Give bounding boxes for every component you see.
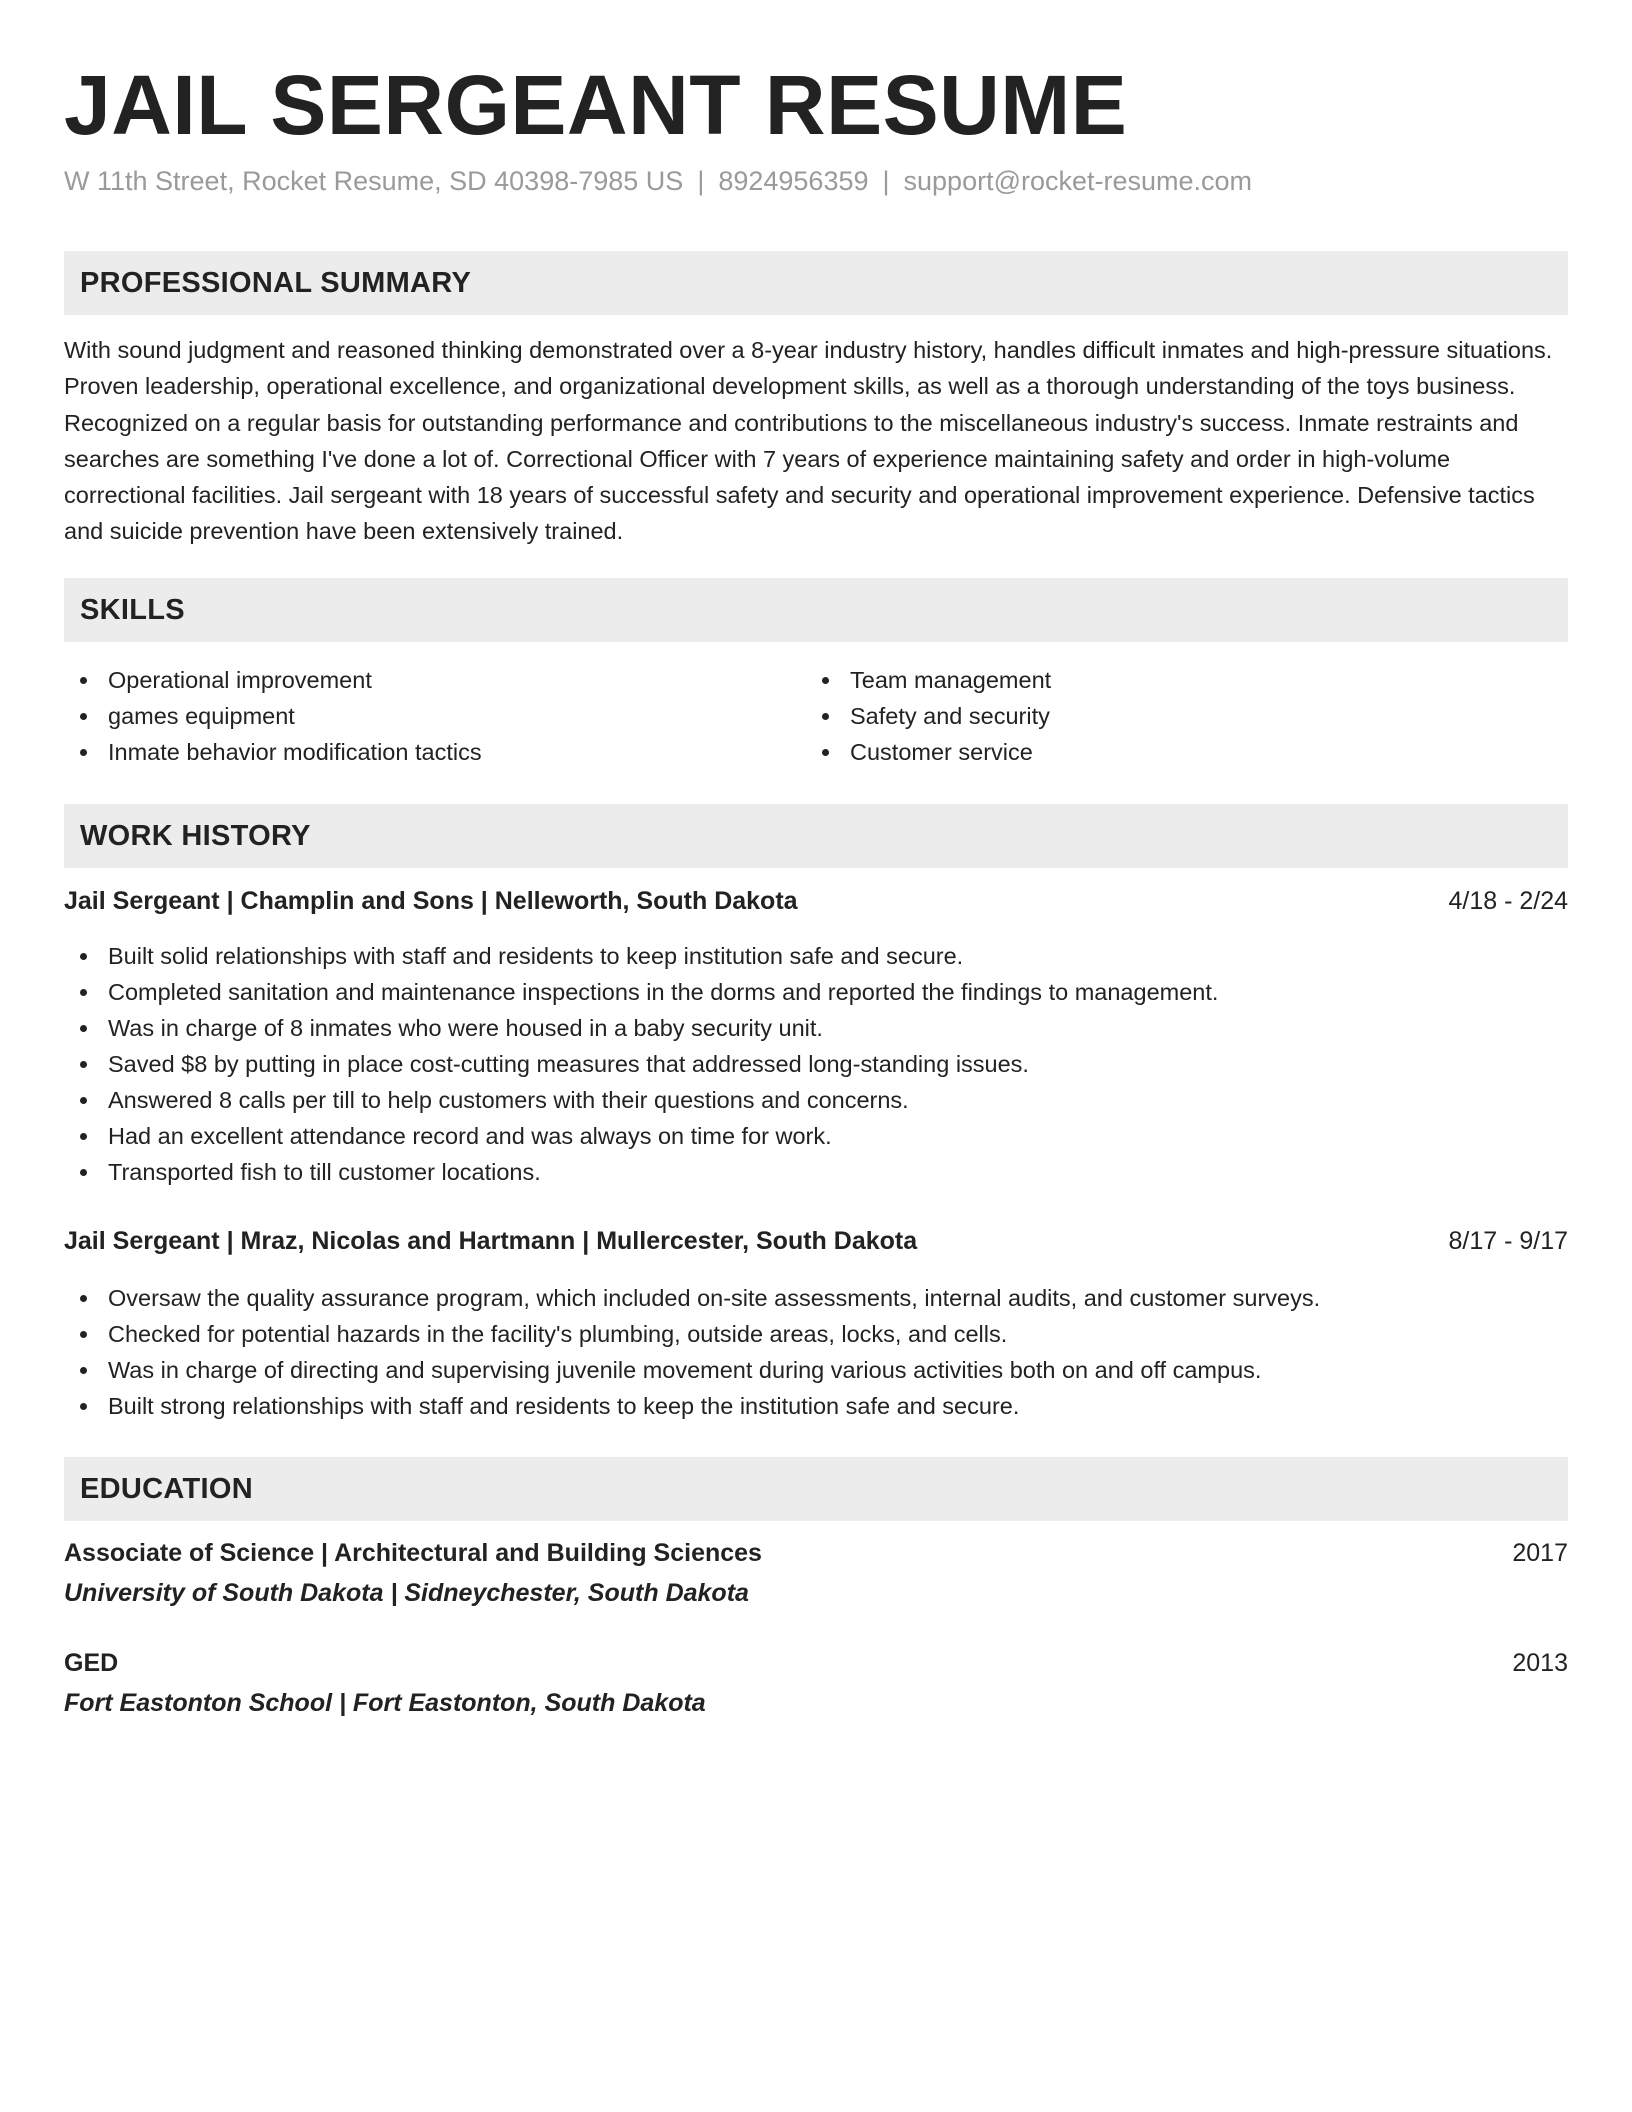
section-title-education: EDUCATION bbox=[80, 1473, 253, 1505]
education-school: Fort Eastonton School | Fort Eastonton, South Dakota bbox=[64, 1689, 706, 1717]
list-item: Transported fish to till customer locations. bbox=[64, 1154, 1218, 1190]
resume-title: JAIL SERGEANT RESUME bbox=[64, 58, 1128, 152]
contact-separator: | bbox=[882, 166, 890, 196]
contact-address: W 11th Street, Rocket Resume, SD 40398-7985 US bbox=[64, 166, 684, 196]
list-item: Answered 8 calls per till to help customers with their questions and concerns. bbox=[64, 1082, 1218, 1118]
section-title-summary: PROFESSIONAL SUMMARY bbox=[80, 267, 472, 299]
section-header-education bbox=[64, 1457, 1568, 1521]
job-title: Jail Sergeant | Mraz, Nicolas and Hartmann | Mullercester, South Dakota bbox=[64, 1227, 918, 1255]
list-item: Was in charge of directing and supervising juvenile movement during various activities both on and off campus. bbox=[64, 1352, 1320, 1388]
contact-phone: 8924956359 bbox=[718, 166, 869, 196]
section-header-work bbox=[64, 804, 1568, 868]
job-dates: 8/17 - 9/17 bbox=[1448, 1227, 1568, 1255]
education-year: 2017 bbox=[1512, 1539, 1568, 1567]
skill-item: Inmate behavior modification tactics bbox=[64, 734, 482, 770]
education-school: University of South Dakota | Sidneychester, South Dakota bbox=[64, 1579, 749, 1607]
list-item: Built strong relationships with staff and residents to keep the institution safe and secure. bbox=[64, 1388, 1320, 1424]
list-item: Had an excellent attendance record and was always on time for work. bbox=[64, 1118, 1218, 1154]
skills-list-left bbox=[64, 662, 482, 770]
section-title-skills: SKILLS bbox=[80, 594, 185, 626]
education-degree: GED bbox=[64, 1649, 119, 1677]
skill-item: Customer service bbox=[806, 734, 1051, 770]
job-bullets bbox=[64, 1280, 1320, 1424]
summary-text: With sound judgment and reasoned thinking demonstrated over a 8-year industry history, handles difficult inmates and high-pressure situations. Proven leadership, operational excellence, and organizational development skills, as well as a thorough understanding of the toys business. Recognized on a regular basis for outstanding performance and contributions to the miscellaneous industry's success. Inmate restraints and searches are something I've done a lot of. Correctional Officer with 7 years of experience maintaining safety and order in high-volume correctional facilities. Jail sergeant with 18 years of successful safety and security and operational improvement experience. Defensive tactics and suicide prevention have been extensively trained. bbox=[64, 337, 1553, 545]
contact-email: support@rocket-resume.com bbox=[903, 166, 1253, 196]
education-degree: Associate of Science | Architectural and Building Sciences bbox=[64, 1539, 762, 1567]
section-title-work: WORK HISTORY bbox=[80, 820, 311, 852]
skill-item: Team management bbox=[806, 662, 1051, 698]
list-item: Completed sanitation and maintenance inspections in the dorms and reported the findings to management. bbox=[64, 974, 1218, 1010]
job-bullets bbox=[64, 938, 1218, 1190]
skills-list-right bbox=[806, 662, 1051, 770]
education-year: 2013 bbox=[1512, 1649, 1568, 1677]
skill-item: games equipment bbox=[64, 698, 482, 734]
list-item: Built solid relationships with staff and residents to keep institution safe and secure. bbox=[64, 938, 1218, 974]
list-item: Oversaw the quality assurance program, which included on-site assessments, internal audits, and customer surveys. bbox=[64, 1280, 1320, 1316]
skill-item: Operational improvement bbox=[64, 662, 482, 698]
section-header-summary bbox=[64, 251, 1568, 315]
list-item: Was in charge of 8 inmates who were housed in a baby security unit. bbox=[64, 1010, 1218, 1046]
list-item: Saved $8 by putting in place cost-cutting measures that addressed long-standing issues. bbox=[64, 1046, 1218, 1082]
job-title: Jail Sergeant | Champlin and Sons | Nelleworth, South Dakota bbox=[64, 887, 798, 915]
list-item: Checked for potential hazards in the facility's plumbing, outside areas, locks, and cells. bbox=[64, 1316, 1320, 1352]
job-dates: 4/18 - 2/24 bbox=[1448, 887, 1568, 915]
contact-separator: | bbox=[697, 166, 705, 196]
skill-item: Safety and security bbox=[806, 698, 1051, 734]
contact-line bbox=[64, 166, 1252, 197]
section-header-skills bbox=[64, 578, 1568, 642]
